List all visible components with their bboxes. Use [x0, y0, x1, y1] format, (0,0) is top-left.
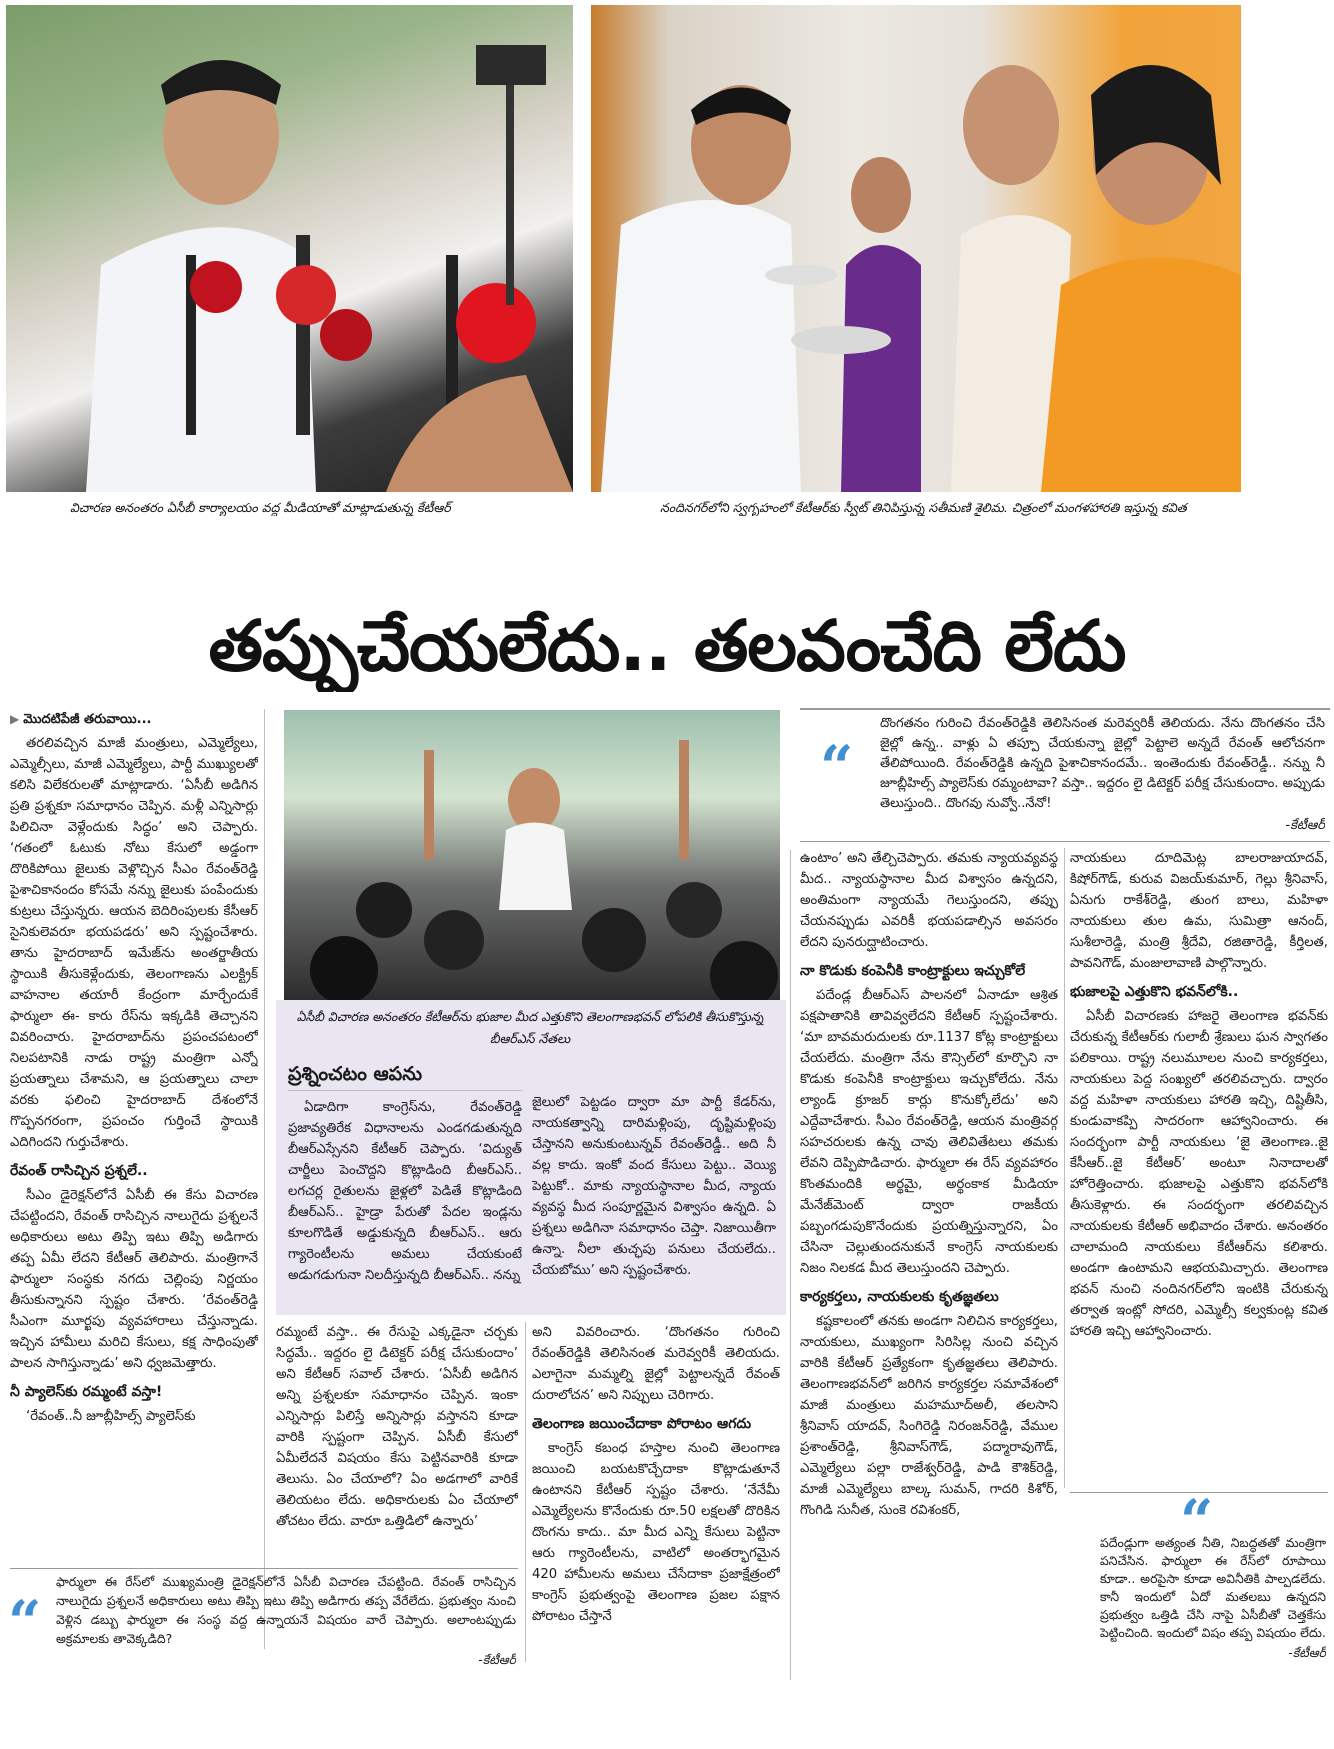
- continuation-kicker-text: మొదటిపేజీ తరువాయి...: [23, 712, 152, 727]
- box-column-left: [288, 1058, 522, 1308]
- continuation-kicker: [10, 709, 258, 730]
- arrow-right-icon: ▶: [10, 712, 20, 726]
- quote-bottom-left-text: ఫార్ములా ఈ రేస్‌లో ముఖ్యమంత్రి డైరెక్షన్‌లోనే ఏసీబీ విచారణ చేపట్టింది. రేవంత్‌ రాసిచ్చిన నాలుగైదు ప్రశ్నలనే అధికారులు అటు తిప్పి ఇటు తిప్పి అడిగారు తప్ప వేరేలేదు. ప్రభుత్వం నుంచి వెళ్లిన డబ్బు ఫార్ములా ఈ సంస్థ వద్ద ఉన్నాయనే విషయం వారే చెప్పారు. అలాంటప్పుడు అక్రమాలకు తావెక్కడిది?: [56, 1574, 516, 1646]
- subhead-fight-continues: తెలంగాణ జయించేదాకా పోరాటం ఆగదు: [532, 1416, 752, 1432]
- subhead-revanth-questions: రేవంత్‌ రాసిచ్చిన ప్రశ్నలే..: [10, 1163, 148, 1179]
- col1-paragraph-2: సీఎం డైరెక్షన్‌లోనే ఏసీబీ ఈ కేసు విచారణ చేపట్టిందని, రేవంత్‌ రాసిచ్చిన నాలుగైదు ప్రశ్నలనే అధికారులు అటు తిప్పి ఇటు తిప్పి అడిగారు తప్ప ఏమీ లేదని కేటీఆర్‌ తెలిపారు. మంత్రిగానే ఫార్ములా సంస్థకు నగదు చెల్లింపు నిర్ణయం తీసుకున్నానని స్పష్టం చేశారు. ‘రేవంత్‌రెడ్డి సీఎంగా మూర్ఖపు వ్యవహారాలు చేస్తున్నాడు. ఇచ్చిన హామీలు మరిచి కేసులు, కక్ష సాధింపుతో పాలన సాగిస్తున్నాడు’ అని ధ్వజమెత్తారు.: [10, 1188, 258, 1371]
- col5-paragraph-1: నాయకులు దూదిమెట్ల బాలరాజుయాదవ్‌, కిషోర్‌గౌడ్‌, కురువ విజయ్‌కుమార్‌, గెల్లు శ్రీనివాస్‌, ఏనుగు రాకేశ్‌రెడ్డి, తుంగ బాలు, మహిళా నాయకులు తుల ఉమ, సుమిత్రా ఆనంద్‌, సుశీలారెడ్డి, మంత్రి శ్రీదేవి, రజితారెడ్డి, కీర్తిలత, పావనిగౌడ్‌, మంజులావాణి పాల్గొన్నారు.: [1070, 851, 1328, 971]
- quote-bottom-left-rule: [10, 1568, 518, 1569]
- col2-paragraph-1: రమ్మంటే వస్తా.. ఈ రేసుపై ఎక్కడైనా చర్చకు సిద్ధమే.. ఇద్దరం లై డిటెక్టర్‌ పరీక్ష చేసుకుందాం’ అని కేటీఆర్‌ సవాల్‌ చేశారు. ‘ఏసీబీ అడిగిన అన్ని ప్రశ్నలకూ సమాధానం చెప్పిన. ఇంకా ఎన్నిసార్లు పిలిస్తే అన్నిసార్లు వస్తానని కూడా వారికి స్పష్టంగా చెప్పిన. ఏసీబీ కేసులో ఏమీలేదనే విషయం కేసు పెట్టినవారికి కూడా తెలుసు. ఏం చేయాలో? ఏం అడగాలో వారికే తెలియటం లేదు. అధికారులకు ఏం చేయాలో తోచటం లేదు. వారూ ఒత్తిడిలో ఉన్నారు’: [276, 1325, 518, 1529]
- col5-paragraph-2: ఏసీబీ విచారణకు హాజరై తెలంగాణ భవన్‌కు చేరుకున్న కేటీఆర్‌కు గులాబీ శ్రేణులు ఘన స్వాగతం పలికాయి. రాష్ట్ర నలుమూలల నుంచి కార్యకర్తలు, నాయకులు పెద్ద సంఖ్యలో తరలివచ్చారు. ద్వారం వద్ద మహిళా నాయకులు హారతి ఇచ్చి, దిష్టితీసి, కుండువాకప్పి సాదరంగా ఆహ్వానించారు. ఈ సందర్భంగా పార్టీ నాయకులు ‘జై తెలంగాణ..జై కేసీఆర్‌..జై కేటీఆర్‌’ అంటూ నినాదాలతో హోరెత్తించారు. భుజాలపై ఎత్తుకొని భవన్‌లోకి తీసుకెళ్లారు. ఈ సందర్భంగా తరలివచ్చిన నాయకులకు కేటీఆర్‌ అభివాదం చేశారు. అనంతరం చాలామంది నాయకులు కేటీఆర్‌ను కలిశారు. అండగా ఉంటామని ఆభయమిచ్చారు. తెలంగాణ భవన్‌ నుంచి నందినగర్‌లోని ఇంటికి చేరుకున్న తర్వాత ఇంట్లో సోదరి, ఎమ్మెల్సీ కల్వకుంట్ల కవిత హారతి ఇచ్చి ఆహ్వానించారు.: [1070, 1009, 1328, 1339]
- subhead-son-company: నా కొడుకు కంపెనీకి కాంట్రాక్టులు ఇచ్చుకోలే: [800, 963, 1026, 979]
- article-column-3: [532, 1322, 780, 1682]
- subhead-questioning: ప్రశ్నించటం ఆపను: [288, 1060, 522, 1091]
- article-column-4: [800, 848, 1058, 1682]
- col3-paragraph-1: అని వివరించారు. ‘దొంగతనం గురించి రేవంత్‌రెడ్డికి తెలిసినంత మరెవ్వరికీ తెలియదు. ఎలాగైనా మమ్మల్ని జైల్లో పెట్టాలన్నదే రేవంత్‌ దురాలోచన’ అని నిప్పులు చెరిగారు.: [532, 1325, 780, 1403]
- quote-bottom-right-text: పదేండ్లుగా అత్యంత నీతి, నిబద్ధతతో మంత్రిగా పనిచేసిన. ఫార్ములా ఈ రేస్‌లో రూపాయి కూడా.. అరపైసా కూడా అవినీతికి పాల్పడలేదు. కానీ ఇందులో ఏదో మతలబు ఉన్నదని ప్రభుత్వం ఒత్తిడి చేసి నాపై ఏసీబీతో చెత్తకేసు పెట్టించింది. ఇందులో విషం తప్ప విషయం లేదు.: [1100, 1535, 1326, 1640]
- family-scene-illustration: [591, 5, 1241, 492]
- quote-top-mark-icon: “: [820, 733, 854, 801]
- col4-paragraph-1: ఉంటాం’ అని తేల్చిచెప్పారు. తమకు న్యాయవ్యవస్థ మీద.. న్యాయస్థానాల మీద విశ్వాసం ఉన్నదని, అంతిమంగా న్యాయమే గెలుస్తుందని, తప్పు చేయనప్పుడు ఎవరికీ భయపడాల్సిన అవసరం లేదని పునరుద్ఘాటించారు.: [800, 851, 1058, 950]
- col3-paragraph-2: కాంగ్రెస్‌ కబంధ హస్తాల నుంచి తెలంగాణ జయించి బయటకొచ్చేదాకా కొట్లాడుతూనే ఉంటానని కేటీఆర్‌ స్పష్టం చేశారు. ‘నేనేమీ ఎమ్మెల్యేలను కొనేందుకు రూ.50 లక్షలతో దొరికిన దొంగను కాదు.. మా మీద ఎన్ని కేసులు పెట్టినా ఆరు గ్యారెంటీలను, వాటిలో అంతర్భాగమైన 420 హామీలను అమలు చేసేదాకా ప్రజాక్షేత్రంలో కాంగ్రెస్‌ ప్రభుత్వంపై తెలంగాణ ప్రజల పక్షాన పోరాటం చేస్తానే: [532, 1441, 780, 1624]
- subhead-thanks: కార్యకర్తలు, నాయకులకు కృతజ్ఞతలు: [800, 1289, 999, 1305]
- quote-top-bottom-rule: [800, 841, 1330, 842]
- box-column-right: [532, 1092, 776, 1312]
- quote-bottom-left-signature: -కేటీఆర్‌: [478, 1652, 516, 1667]
- media-scene-illustration: [6, 5, 573, 492]
- col1-paragraph-1: తరలివచ్చిన మాజీ మంత్రులు, ఎమ్మెల్యేలు, ఎమ్మెల్సీలు, మాజీ ఎమ్మెల్యేలు, పార్టీ ముఖ్యులతో కలిసి విలేకరులతో మాట్లాడారు. ‘ఏసీబీ అడిగిన ప్రతి ప్రశ్నకూ సమాధానం చెప్పిన. మళ్లీ ఎన్నిసార్లు పిలిచినా వెళ్లేందుకు సిద్ధం’ అని చెప్పారు. ‘గతంలో ఓటుకు నోటు కేసులో అడ్డంగా దొరికిపోయి జైలుకు వెళ్లొచ్చిన సీఎం రేవంత్‌రెడ్డి పైశాచికానందం కోసమే నన్ను జైలుకు పంపేందుకు కుట్రలు చేస్తున్నరు. ఆయన బెదిరింపులకు కేసీఆర్‌ సైనికులెవరూ భయపడరు’ అని స్పష్టంచేశారు. తాను హైదరాబాద్‌ ఇమేజ్‌ను అంతర్జాతీయ స్థాయికి తీసుకెళ్లేందుకు, తెలంగాణను ఎలక్ట్రిక్‌ వాహనాల తయారీ కేంద్రంగా మార్చేందుకే ఫార్ములా ఈ- కారు రేస్‌ను ఇక్కడికి తెచ్చానని వివరించారు. హైదరాబాద్‌ను ప్రపంచపటంలో నిలపటానికి నాడు రాష్ట్ర మంత్రిగా ఎన్నో ప్రయత్నాలు చేశామని, ఆ ప్రయత్నాలు చాలా వరకు ఫలించి హైదరాబాద్‌ దేశంలోనే గొప్పనగరంగా, ప్రపంచం గుర్తించే స్థాయికి ఎదిగిందని గుర్తుచేశారు.: [10, 736, 258, 1150]
- crowd-scene-illustration: [284, 710, 780, 1000]
- subhead-shoulders: భుజాలపై ఎత్తుకొని భవన్‌లోకి..: [1070, 984, 1239, 1000]
- col1-paragraph-3: ‘రేవంత్‌..నీ జూబ్లీహిల్స్‌ ప్యాలెస్‌కు: [26, 1409, 196, 1424]
- quote-bottom-left-mark-icon: “: [8, 1588, 42, 1656]
- quote-top-text: దొంగతనం గురించి రేవంత్‌రెడ్డికి తెలిసినంత మరెవ్వరికీ తెలియదు. నేను దొంగతనం చేసి జైల్లో ఉన్న.. వాళ్లు ఏ తప్పూ చేయకున్నా జైల్లో పెట్టాలె అన్నదే రేవంత్‌ ఆలోచనగా తేలిపోయింది. రేవంత్‌రెడ్డికి ఉన్నది పైశాచికానందమే.. ఇంతెందుకు రేవంత్‌రెడ్డీ.. నన్ను నీ జూబ్లీహిల్స్‌ ప్యాలెస్‌కు రమ్మంటావా? వస్తా.. ఇద్దరం లై డిటెక్టర్‌ పరీక్ష చేసుకుందాం. అప్పుడు తెలుస్తుంది.. దొంగవు నువ్వో..నేనో!: [880, 716, 1325, 811]
- col4-paragraph-2: పదేండ్ల బీఆర్‌ఎస్‌ పాలనలో ఏనాడూ ఆశ్రిత పక్షపాతానికి తావివ్వలేదని కేటీఆర్‌ స్పష్టంచేశారు. ‘మా బావమరుదులకు రూ.1137 కోట్ల కాంట్రాక్టులు చేయలేదు. మంత్రిగా నేను కౌన్సిల్‌లో కూర్చొని నా కొడుకు కంపెనీకి కాంట్రాక్టులు ఇచ్చుకోలేదు. నేను ల్యాండ్‌ క్రూజర్‌ కార్లు కొనుక్కోలేదు’ అని ఎద్దేవాచేశారు. సీఎం రేవంత్‌రెడ్డి, ఆయన మంత్రివర్గ సహచరులకు ఉన్న చావు తెలివితేటలు తమకు లేవని దెప్పిపొడిచారు. ఫార్ములా ఈ రేస్‌ వ్యవహారం కొంతమందికి అర్థమై, అర్థంకాక మీడియా మేనేజ్‌మెంట్‌ ద్వారా రాజకీయ పబ్బంగడుపుకొనేందుకు ప్రయత్నిస్తున్నారని, ఏం చేసినా చెల్లుతుందనుకునే కాంగ్రెస్‌ నాయకులకు నిజం నిలకడ మీద తెలుస్తుందని చెప్పారు.: [800, 988, 1058, 1276]
- photo-center-caption: [290, 1006, 770, 1050]
- article-column-5: [1070, 848, 1328, 1488]
- photo-right-caption: నందినగర్‌లోని స్వగృహంలో కేటీఆర్‌కు స్వీట్‌ తినిపిస్తున్న సతీమణి శైలిమ. చిత్రంలో మంగళహారతి ఇస్తున్న కవిత: [660, 500, 1187, 515]
- column-divider-2: [525, 1322, 526, 1662]
- photo-ktr-on-shoulders: [284, 710, 780, 1000]
- quote-bottom-left: [56, 1572, 516, 1680]
- quote-top-rule: [800, 708, 1330, 710]
- column-divider-3: [790, 850, 791, 1680]
- column-divider-4: [1064, 848, 1065, 1488]
- box-paragraph-right: జైలులో పెట్టడం ద్వారా మా పార్టీ కేడర్‌ను, నాయకత్వాన్ని దారిమళ్లింపు, దృష్టిమళ్లింపు చేస్తానని అనుకుంటున్నవ్‌ రేవంత్‌రెడ్డీ.. అది నీ వల్ల కాదు. ఇంకో వంద కేసులు పెట్టు.. వెయ్యి పెట్టుకో.. మాకు న్యాయస్థానాల మీద, న్యాయ వ్యవస్థ మీద సంపూర్ణమైన విశ్వాసం ఉన్నది. ఏ ప్రశ్నలు అడిగినా సమాధానం చెప్తా. నిజాయితీగా ఉన్నా. నీలా తుచ్ఛపు పనులు చేయలేదు.. చేయబోము’ అని స్పష్టంచేశారు.: [532, 1095, 776, 1278]
- subhead-palace: నీ ప్యాలెస్‌కు రమ్మంటే వస్తా!: [10, 1384, 163, 1400]
- headline: తప్పుచేయలేదు.. తలవంచేది లేదు: [208, 605, 1126, 687]
- photo-center-caption-text: ఏసీబీ విచారణ అనంతరం కేటీఆర్‌ను భుజాల మీద ఎత్తుకొని తెలంగాణభవన్‌ లోపలికి తీసుకొస్తున్న బీఆర్‌ఎస్‌ నేతలు: [296, 1009, 764, 1046]
- quote-bottom-right-signature: -కేటీఆర్‌: [1288, 1645, 1326, 1660]
- photo-ktr-media: [6, 5, 573, 492]
- box-paragraph-left: ఏడాదిగా కాంగ్రెస్‌ను, రేవంత్‌రెడ్డి ప్రజావ్యతిరేక విధానాలను ఎండగడుతున్నది బీఆర్‌ఎస్సేనని కేటీఆర్‌ చెప్పారు. ‘విద్యుత్‌ చార్జీలు పెంచొద్దని కొట్లాడింది బీఆర్‌ఎస్‌.. లగచర్ల రైతులను జైళ్లలో పెడితే కొట్లాడింది బీఆర్‌ఎస్‌.. హైడ్రా పేరుతో పేదల ఇండ్లను కూలగొడితే అడ్డుకున్నది బీఆర్‌ఎస్‌.. ఆరు గ్యారెంటీలను అమలు చేయకుంటే అడుగడుగునా నిలదీస్తున్నది బీఆర్‌ఎస్‌.. నన్ను: [288, 1100, 522, 1283]
- col4-paragraph-3: కష్టకాలంలో తనకు అండగా నిలిచిన కార్యకర్తలు, నాయకులు, ముఖ్యంగా సిరిసిల్ల నుంచి వచ్చిన వారికి కేటీఆర్‌ ప్రత్యేకంగా కృతజ్ఞతలు తెలిపారు. తెలంగాణభవన్‌లో జరిగిన కార్యకర్తల సమావేశంలో మాజీ మంత్రులు మహమూద్‌అలీ, తలసాని శ్రీనివాస్‌ యాదవ్‌, సింగిరెడ్డి నిరంజన్‌రెడ్డి, వేముల ప్రశాంత్‌రెడ్డి, శ్రీనివాస్‌గౌడ్‌, పద్మారావుగౌడ్‌, ఎమ్మెల్యేలు పల్లా రాజేశ్వర్‌రెడ్డి, పాడి కౌశిక్‌రెడ్డి, మాజీ ఎమ్మెల్యేలు బాల్క సుమన్‌, గాదరి కిశోర్‌, గొంగిడి సునీత, సుంకె రవిశంకర్‌,: [800, 1314, 1058, 1518]
- quote-top: [880, 714, 1325, 839]
- quote-bottom-right: [1100, 1534, 1326, 1680]
- column-divider-1: [264, 709, 265, 1649]
- photo-left-caption: విచారణ అనంతరం ఏసీబీ కార్యాలయం వద్ద మీడియాతో మాట్లాడుతున్న కేటీఆర్: [70, 500, 451, 515]
- photo-ktr-family-sweets: [591, 5, 1241, 492]
- quote-top-signature: -కేటీఆర్‌: [1285, 818, 1325, 833]
- article-column-2: [276, 1322, 518, 1562]
- quote-bottom-right-mark-icon: “: [1180, 1487, 1214, 1555]
